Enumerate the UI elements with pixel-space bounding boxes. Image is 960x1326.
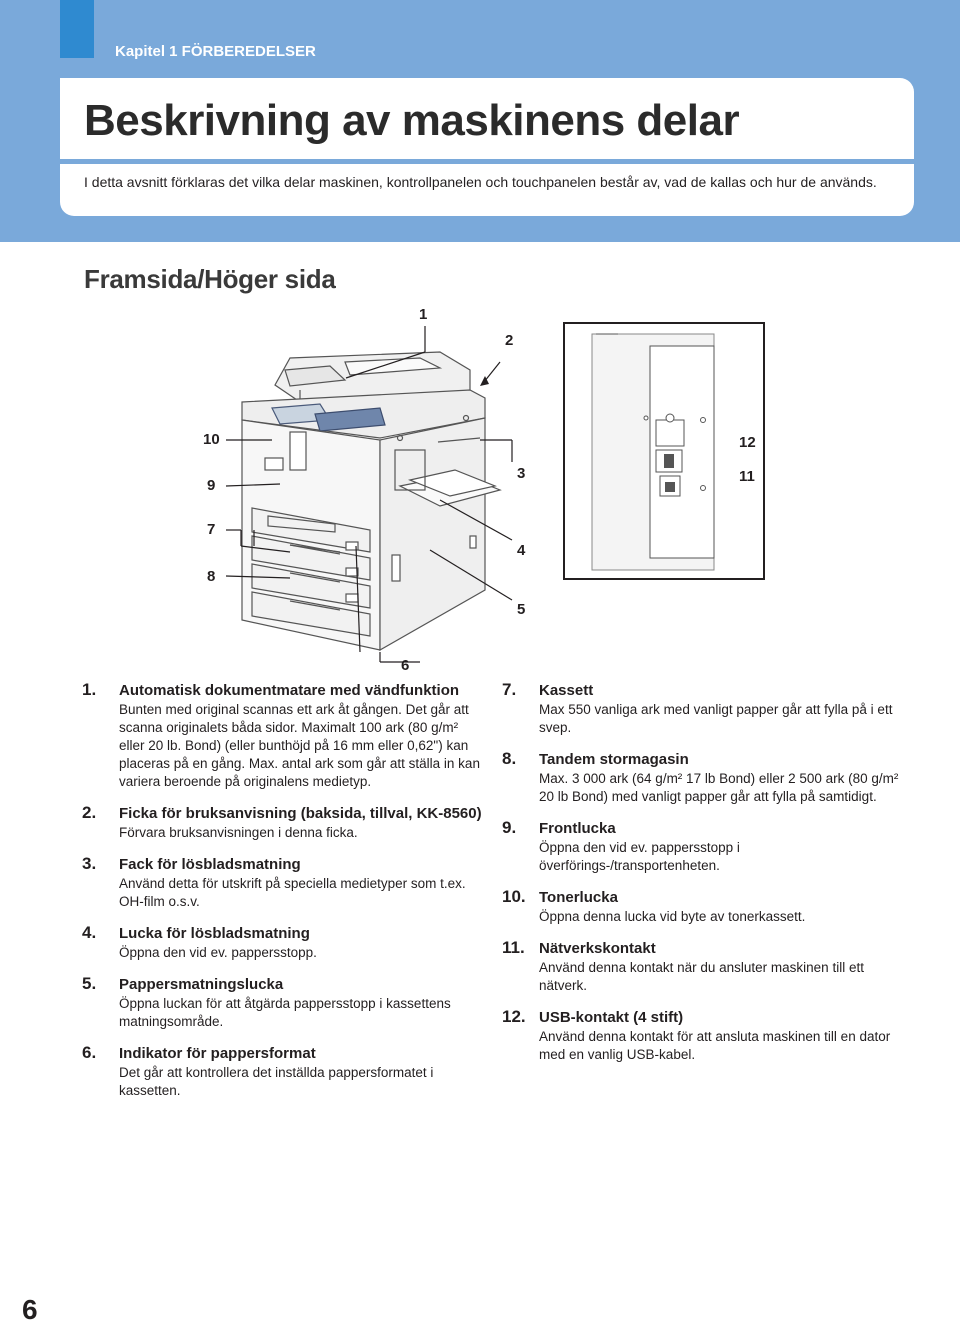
item-number: 4. <box>82 923 97 942</box>
item-description: Använd detta för utskrift på speciella medietyper som t.ex. OH-film o.s.v. <box>119 876 466 909</box>
callout-4: 4 <box>517 542 526 559</box>
list-item <box>502 818 902 875</box>
list-item <box>82 680 482 791</box>
item-description: Bunten med original scannas ett ark åt gången. Det går att scanna originalets båda sidor. Maximalt 100 ark (80 g/m² eller 20 lb. Bond) (eller bunthöjd på 16 mm eller 0,62") kan placeras på en gång. Max. antal ark som går att ställa in kan variera beroende på originalens medietyp. <box>119 702 480 789</box>
list-item <box>82 803 482 842</box>
callout-2: 2 <box>505 332 514 349</box>
item-name: Automatisk dokumentmatare med vändfunktion <box>119 682 460 699</box>
callout-10: 10 <box>203 431 220 448</box>
header-band <box>0 0 960 242</box>
list-item <box>502 749 902 806</box>
item-description: Använd denna kontakt när du ansluter maskinen till ett nätverk. <box>539 960 864 993</box>
item-description: Öppna den vid ev. pappersstopp i överförings-/transportenheten. <box>539 840 740 873</box>
list-item <box>502 680 902 737</box>
machine-illustration <box>0 290 960 680</box>
list-item <box>502 887 902 926</box>
item-name: USB-kontakt (4 stift) <box>539 1009 684 1026</box>
list-item <box>82 923 482 962</box>
page-title: Beskrivning av maskinens delar <box>84 96 740 145</box>
callout-12: 12 <box>739 434 756 451</box>
item-name: Nätverkskontakt <box>539 940 656 957</box>
title-divider <box>60 159 914 164</box>
list-item <box>82 974 482 1031</box>
item-name: Pappersmatningslucka <box>119 976 284 993</box>
callout-1: 1 <box>419 306 428 323</box>
chapter-label: Kapitel 1 FÖRBEREDELSER <box>115 43 316 60</box>
item-number: 12. <box>502 1007 526 1026</box>
item-name: Kassett <box>539 682 594 699</box>
callout-5: 5 <box>517 601 526 618</box>
list-item <box>502 1007 902 1064</box>
item-description: Använd denna kontakt för att ansluta maskinen till en dator med en vanlig USB-kabel. <box>539 1029 891 1062</box>
title-box <box>60 78 914 216</box>
item-number: 9. <box>502 818 517 837</box>
machine-figure <box>0 290 960 680</box>
item-name: Ficka för bruksanvisning (baksida, tillval, KK-8560) <box>119 805 482 822</box>
item-number: 11. <box>502 938 525 957</box>
callout-7: 7 <box>207 521 216 538</box>
item-description: Öppna luckan för att åtgärda pappersstopp i kassettens matningsområde. <box>119 996 451 1029</box>
item-description: Max. 3 000 ark (64 g/m² 17 lb Bond) eller 2 500 ark (80 g/m² 20 lb Bond) med vanligt papper går att fylla på samtidigt. <box>539 771 899 804</box>
item-name: Lucka för lösbladsmatning <box>119 925 310 942</box>
item-description: Öppna den vid ev. pappersstopp. <box>119 945 317 960</box>
list-item <box>82 1043 482 1100</box>
intro-text: I detta avsnitt förklaras det vilka delar maskinen, kontrollpanelen och touchpanelen består av, vad de kallas och hur de används. <box>84 174 877 190</box>
callout-9: 9 <box>207 477 216 494</box>
item-number: 2. <box>82 803 97 822</box>
section-title: Framsida/Höger sida <box>84 264 336 294</box>
item-description: Max 550 vanliga ark med vanligt papper går att fylla på i ett svep. <box>539 702 893 735</box>
item-name: Indikator för pappersformat <box>119 1045 316 1062</box>
item-number: 5. <box>82 974 97 993</box>
item-description: Det går att kontrollera det inställda pappersformatet i kassetten. <box>119 1065 434 1098</box>
item-description: Förvara bruksanvisningen i denna ficka. <box>119 825 358 840</box>
parts-list-left <box>82 680 482 1112</box>
page-number: 6 <box>22 1294 38 1325</box>
item-number: 8. <box>502 749 517 768</box>
callout-11: 11 <box>739 468 755 485</box>
item-name: Fack för lösbladsmatning <box>119 856 301 873</box>
item-name: Frontlucka <box>539 820 616 837</box>
item-description: Öppna denna lucka vid byte av tonerkassett. <box>539 909 806 924</box>
callout-8: 8 <box>207 568 216 585</box>
list-item <box>502 938 902 995</box>
item-number: 10. <box>502 887 526 906</box>
item-number: 7. <box>502 680 517 699</box>
item-number: 1. <box>82 680 97 699</box>
item-name: Tandem stormagasin <box>539 751 689 768</box>
parts-list-right <box>502 680 902 1076</box>
callout-6: 6 <box>401 657 410 674</box>
item-number: 6. <box>82 1043 97 1062</box>
chapter-tab <box>60 0 94 58</box>
item-name: Tonerlucka <box>539 889 618 906</box>
callout-3: 3 <box>517 465 526 482</box>
item-number: 3. <box>82 854 97 873</box>
list-item <box>82 854 482 911</box>
